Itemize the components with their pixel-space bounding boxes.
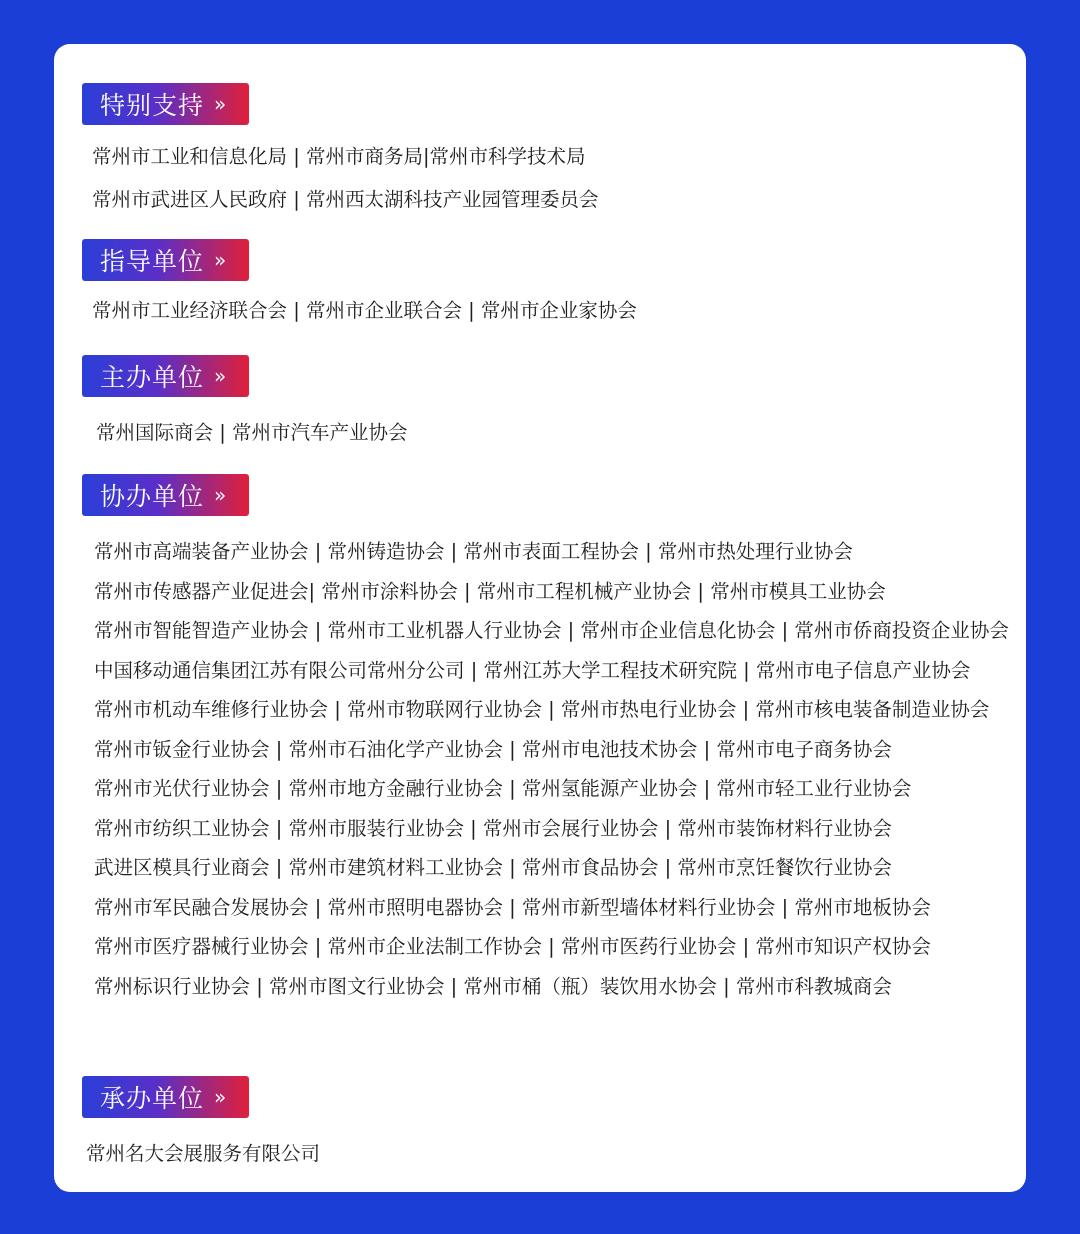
org-line: 常州市军民融合发展协会 | 常州市照明电器协会 | 常州市新型墙体材料行业协会 | 常州市地板协会 [94,895,931,919]
section-badge-host-units [82,355,249,397]
section-badge-co-organizers [82,474,249,516]
section-badge-guidance-units [82,239,249,281]
section-host-units [82,355,407,453]
org-line: 常州国际商会 | 常州市汽车产业协会 [96,421,408,444]
org-line: 常州标识行业协会 | 常州市图文行业协会 | 常州市桶（瓶）装饮用水协会 | 常州市科教城商会 [94,974,892,998]
org-line: 常州市高端装备产业协会 | 常州铸造协会 | 常州市表面工程协会 | 常州市热处理行业协会 [94,540,853,563]
section-title: 承办单位 [100,1084,205,1113]
org-line: 常州市智能智造产业协会 | 常州市工业机器人行业协会 | 常州市企业信息化协会 | 常州市侨商投资企业协会 [94,619,1009,642]
org-line: 常州市光伏行业协会 | 常州市地方金融行业协会 | 常州氢能源产业协会 | 常州市轻工业行业协会 [94,777,912,800]
org-line: 常州市武进区人民政府 | 常州西太湖科技产业园管理委员会 [92,188,599,211]
org-line: 常州市医疗器械行业协会 | 常州市企业法制工作协会 | 常州市医药行业协会 | 常州市知识产权协会 [94,935,931,958]
double-chevron-icon: » [214,364,228,388]
org-list [86,1134,320,1174]
double-chevron-icon: » [214,248,228,272]
org-line: 常州市钣金行业协会 | 常州市石油化学产业协会 | 常州市电池技术协会 | 常州市电子商务协会 [94,737,892,761]
org-line: 常州名大会展服务有限公司 [86,1142,321,1165]
section-title: 主办单位 [100,363,205,392]
section-badge-special-support [82,83,249,125]
section-title: 特别支持 [100,91,205,120]
org-line: 常州市传感器产业促进会| 常州市涂料协会 | 常州市工程机械产业协会 | 常州市模具工业协会 [94,579,886,603]
org-line: 武进区模具行业商会 | 常州市建筑材料工业协会 | 常州市食品协会 | 常州市烹饪餐饮行业协会 [94,856,892,879]
org-line: 常州市工业和信息化局 | 常州市商务局|常州市科学技术局 [92,145,586,168]
org-line: 常州市机动车维修行业协会 | 常州市物联网行业协会 | 常州市热电行业协会 | 常州市核电装备制造业协会 [94,698,990,721]
org-list [94,532,1009,1006]
double-chevron-icon: » [214,1085,228,1109]
org-list [96,413,407,453]
org-line: 中国移动通信集团江苏有限公司常州分公司 | 常州江苏大学工程技术研究院 | 常州市电子信息产业协会 [94,658,971,682]
org-list [92,291,637,331]
double-chevron-icon: » [214,483,228,507]
section-co-organizers [82,474,1009,1006]
section-title: 指导单位 [100,247,205,276]
org-line: 常州市纺织工业协会 | 常州市服装行业协会 | 常州市会展行业协会 | 常州市装饰材料行业协会 [94,816,892,840]
org-list [92,135,598,221]
section-organizer [82,1076,320,1174]
section-guidance-units [82,239,637,331]
org-line: 常州市工业经济联合会 | 常州市企业联合会 | 常州市企业家协会 [92,299,637,322]
double-chevron-icon: » [214,92,228,116]
section-special-support [82,83,598,221]
section-title: 协办单位 [100,482,205,511]
content-card [54,44,1026,1192]
section-badge-organizer [82,1076,249,1118]
